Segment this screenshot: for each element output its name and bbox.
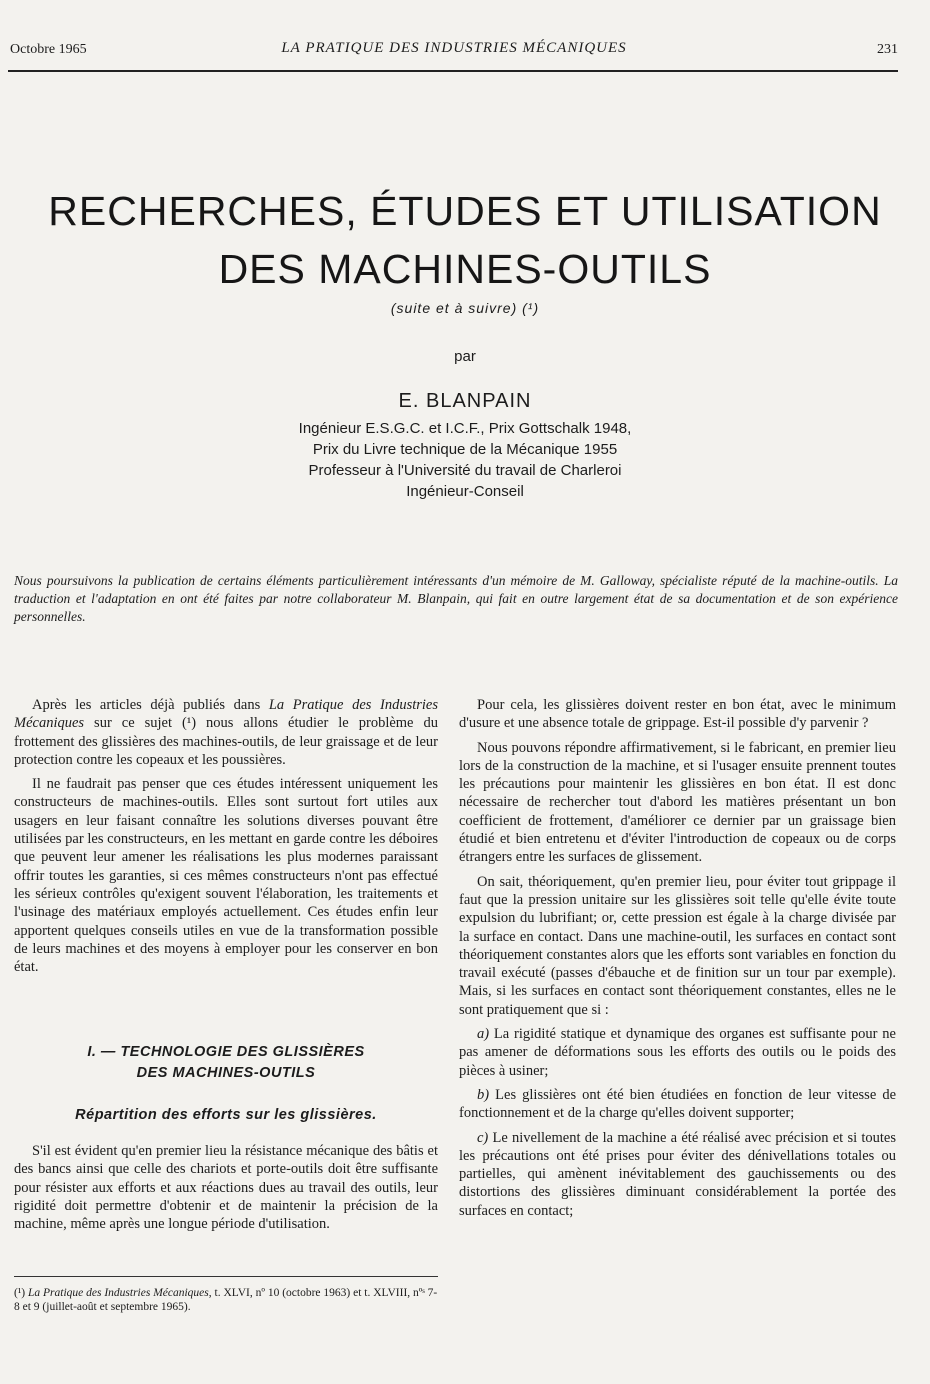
footnote-mark: (¹) bbox=[14, 1287, 26, 1299]
article-subtitle: (suite et à suivre) (¹) bbox=[390, 300, 540, 316]
editorial-intro: Nous poursuivons la publication de certains éléments particulièrement intéressants d'un mémoire de M. Galloway, spécialiste réputé de la machine-outils. La traduction et l'adaptation en ont été faites par notre collaborateur M. Blanpain, qui fait en outre largement état de sa documentation et de son expérience personnelles. bbox=[14, 573, 898, 624]
right-column bbox=[459, 696, 896, 1226]
paragraph: Après les articles déjà publiés dans La Pratique des Industries Mécaniques sur ce sujet (¹) nous allons étudier le problème du frottement des glissières des machines-outils, de leur graissage et de leur protection contre les copeaux et les poussières. bbox=[14, 697, 438, 768]
subsection-heading: Répartition des efforts sur les glissières. bbox=[75, 1107, 377, 1123]
author-name: E. BLANPAIN bbox=[398, 390, 532, 412]
left-column-continued bbox=[14, 1142, 438, 1233]
affiliation-line: Ingénieur E.S.G.C. et I.C.F., Prix Gottschalk 1948, bbox=[298, 420, 632, 437]
title-line-2: DES MACHINES-OUTILS bbox=[218, 246, 712, 292]
item-mark: c) bbox=[477, 1129, 489, 1146]
paragraph: Nous pouvons répondre affirmativement, si le fabricant, en premier lieu lors de la construction de la machine, et si l'usager ensuite prennent toutes les précautions pour maintenir les glissières en bon état. Il est donc nécessaire de rechercher tout d'abord les matières présentant un bon coefficient de frottement, d'améliorer ce dernier par un graissage bien étudié et bien entretenu et d'éviter l'introduction de copeaux ou de corps étrangers entre les surfaces de glissement. bbox=[459, 739, 896, 866]
item-mark: a) bbox=[477, 1026, 490, 1043]
left-column bbox=[14, 696, 438, 982]
affiliation-line: Professeur à l'Université du travail de Charleroi bbox=[308, 462, 622, 479]
list-item: a) La rigidité statique et dynamique des organes est suffisante pour ne pas amener de déformations sous les efforts des outils ou le poids des pièces à usiner; bbox=[459, 1026, 896, 1079]
list-item: b) Les glissières ont été bien étudiées en fonction de leur vitesse de fonctionnement et de la charge qu'elles doivent supporter; bbox=[459, 1086, 896, 1122]
article-title bbox=[0, 182, 930, 298]
header-rule bbox=[8, 70, 898, 72]
footnote-rule bbox=[14, 1276, 438, 1277]
footnote bbox=[14, 1286, 438, 1314]
footnote-journal: La Pratique des Industries Mécaniques bbox=[27, 1287, 209, 1299]
title-line-1: RECHERCHES, ÉTUDES ET UTILISATION bbox=[48, 188, 882, 234]
paragraph: S'il est évident qu'en premier lieu la résistance mécanique des bâtis et des bancs ainsi que celle des chariots et porte-outils doit être suffisante pour résister aux efforts et aux réactions dues au travail des outils, leur rigidité doit permettre d'obtenir et de maintenir la précision de la machine, même après une longue période d'utilisation. bbox=[14, 1143, 438, 1233]
list-item: c) Le nivellement de la machine a été réalisé avec précision et si toutes les précautions ont été prises pour éviter des dénivellations totales ou partielles, qui amènent inévitablement des gauchissements ou des distortions des glissières diminuant considérablement la portée des surfaces en contact; bbox=[459, 1129, 896, 1219]
running-head bbox=[10, 40, 898, 62]
paragraph: Pour cela, les glissières doivent rester en bon état, avec le minimum d'usure et une absence totale de grippage. Est-il possible d'y parvenir ? bbox=[459, 697, 896, 732]
page-number: 231 bbox=[877, 42, 898, 57]
paragraph: On sait, théoriquement, qu'en premier lieu, pour éviter tout grippage il faut que la pression unitaire sur les glissières soit telle qu'elle évite toute expulsion du lubrifiant; or, cette pression est égale à la charge divisée par la surface en contact. Dans une machine-outil, les surfaces en contact sont théoriquement constantes alors que les efforts sont variables en fonction du travail exécuté (passes d'ébauche et de finition sur un tour par exemple). Mais, si les surfaces en contact sont théoriquement constantes, elles ne le sont pratiquement que si : bbox=[459, 873, 896, 1018]
affiliation-line: Ingénieur-Conseil bbox=[406, 483, 524, 500]
issue-date: Octobre 1965 bbox=[10, 42, 87, 57]
affiliation-line: Prix du Livre technique de la Mécanique 1955 bbox=[312, 441, 618, 458]
journal-reference: La Pratique des Industries Mécaniques bbox=[14, 697, 438, 732]
section-heading: I. — TECHNOLOGIE DES GLISSIÈRES DES MACHINES-OUTILS bbox=[87, 1044, 365, 1081]
footnote-text: , t. XLVI, nº 10 (octobre 1963) et t. XLVIII, nºˢ 7-8 et 9 (juillet-août et septembre 1965). bbox=[14, 1287, 438, 1313]
journal-title: LA PRATIQUE DES INDUSTRIES MÉCANIQUES bbox=[281, 40, 627, 56]
item-mark: b) bbox=[477, 1086, 490, 1103]
paragraph: Il ne faudrait pas penser que ces études intéressent uniquement les constructeurs de machines-outils. Elles sont surtout fort utiles aux usagers en leur faisant connaître les solutions diverses pouvant être utilisées par les constructeurs, en les mettant en garde contre les déboires que peuvent leur amener les réalisations les plus modernes paraissant offrir toutes les garanties, si ces mêmes constructeurs n'ont pas effectué les sérieux contrôles qu'exigent souvent l'élaboration, les traitements et l'usinage des matériaux employés actuellement. Ces études enfin leur apportent quelques conseils utiles en vue de la transformation possible de leurs machines et des moyens à employer pour les conserver en bon état. bbox=[14, 776, 438, 976]
byline-par: par bbox=[454, 348, 476, 365]
author-affiliations bbox=[0, 418, 930, 502]
